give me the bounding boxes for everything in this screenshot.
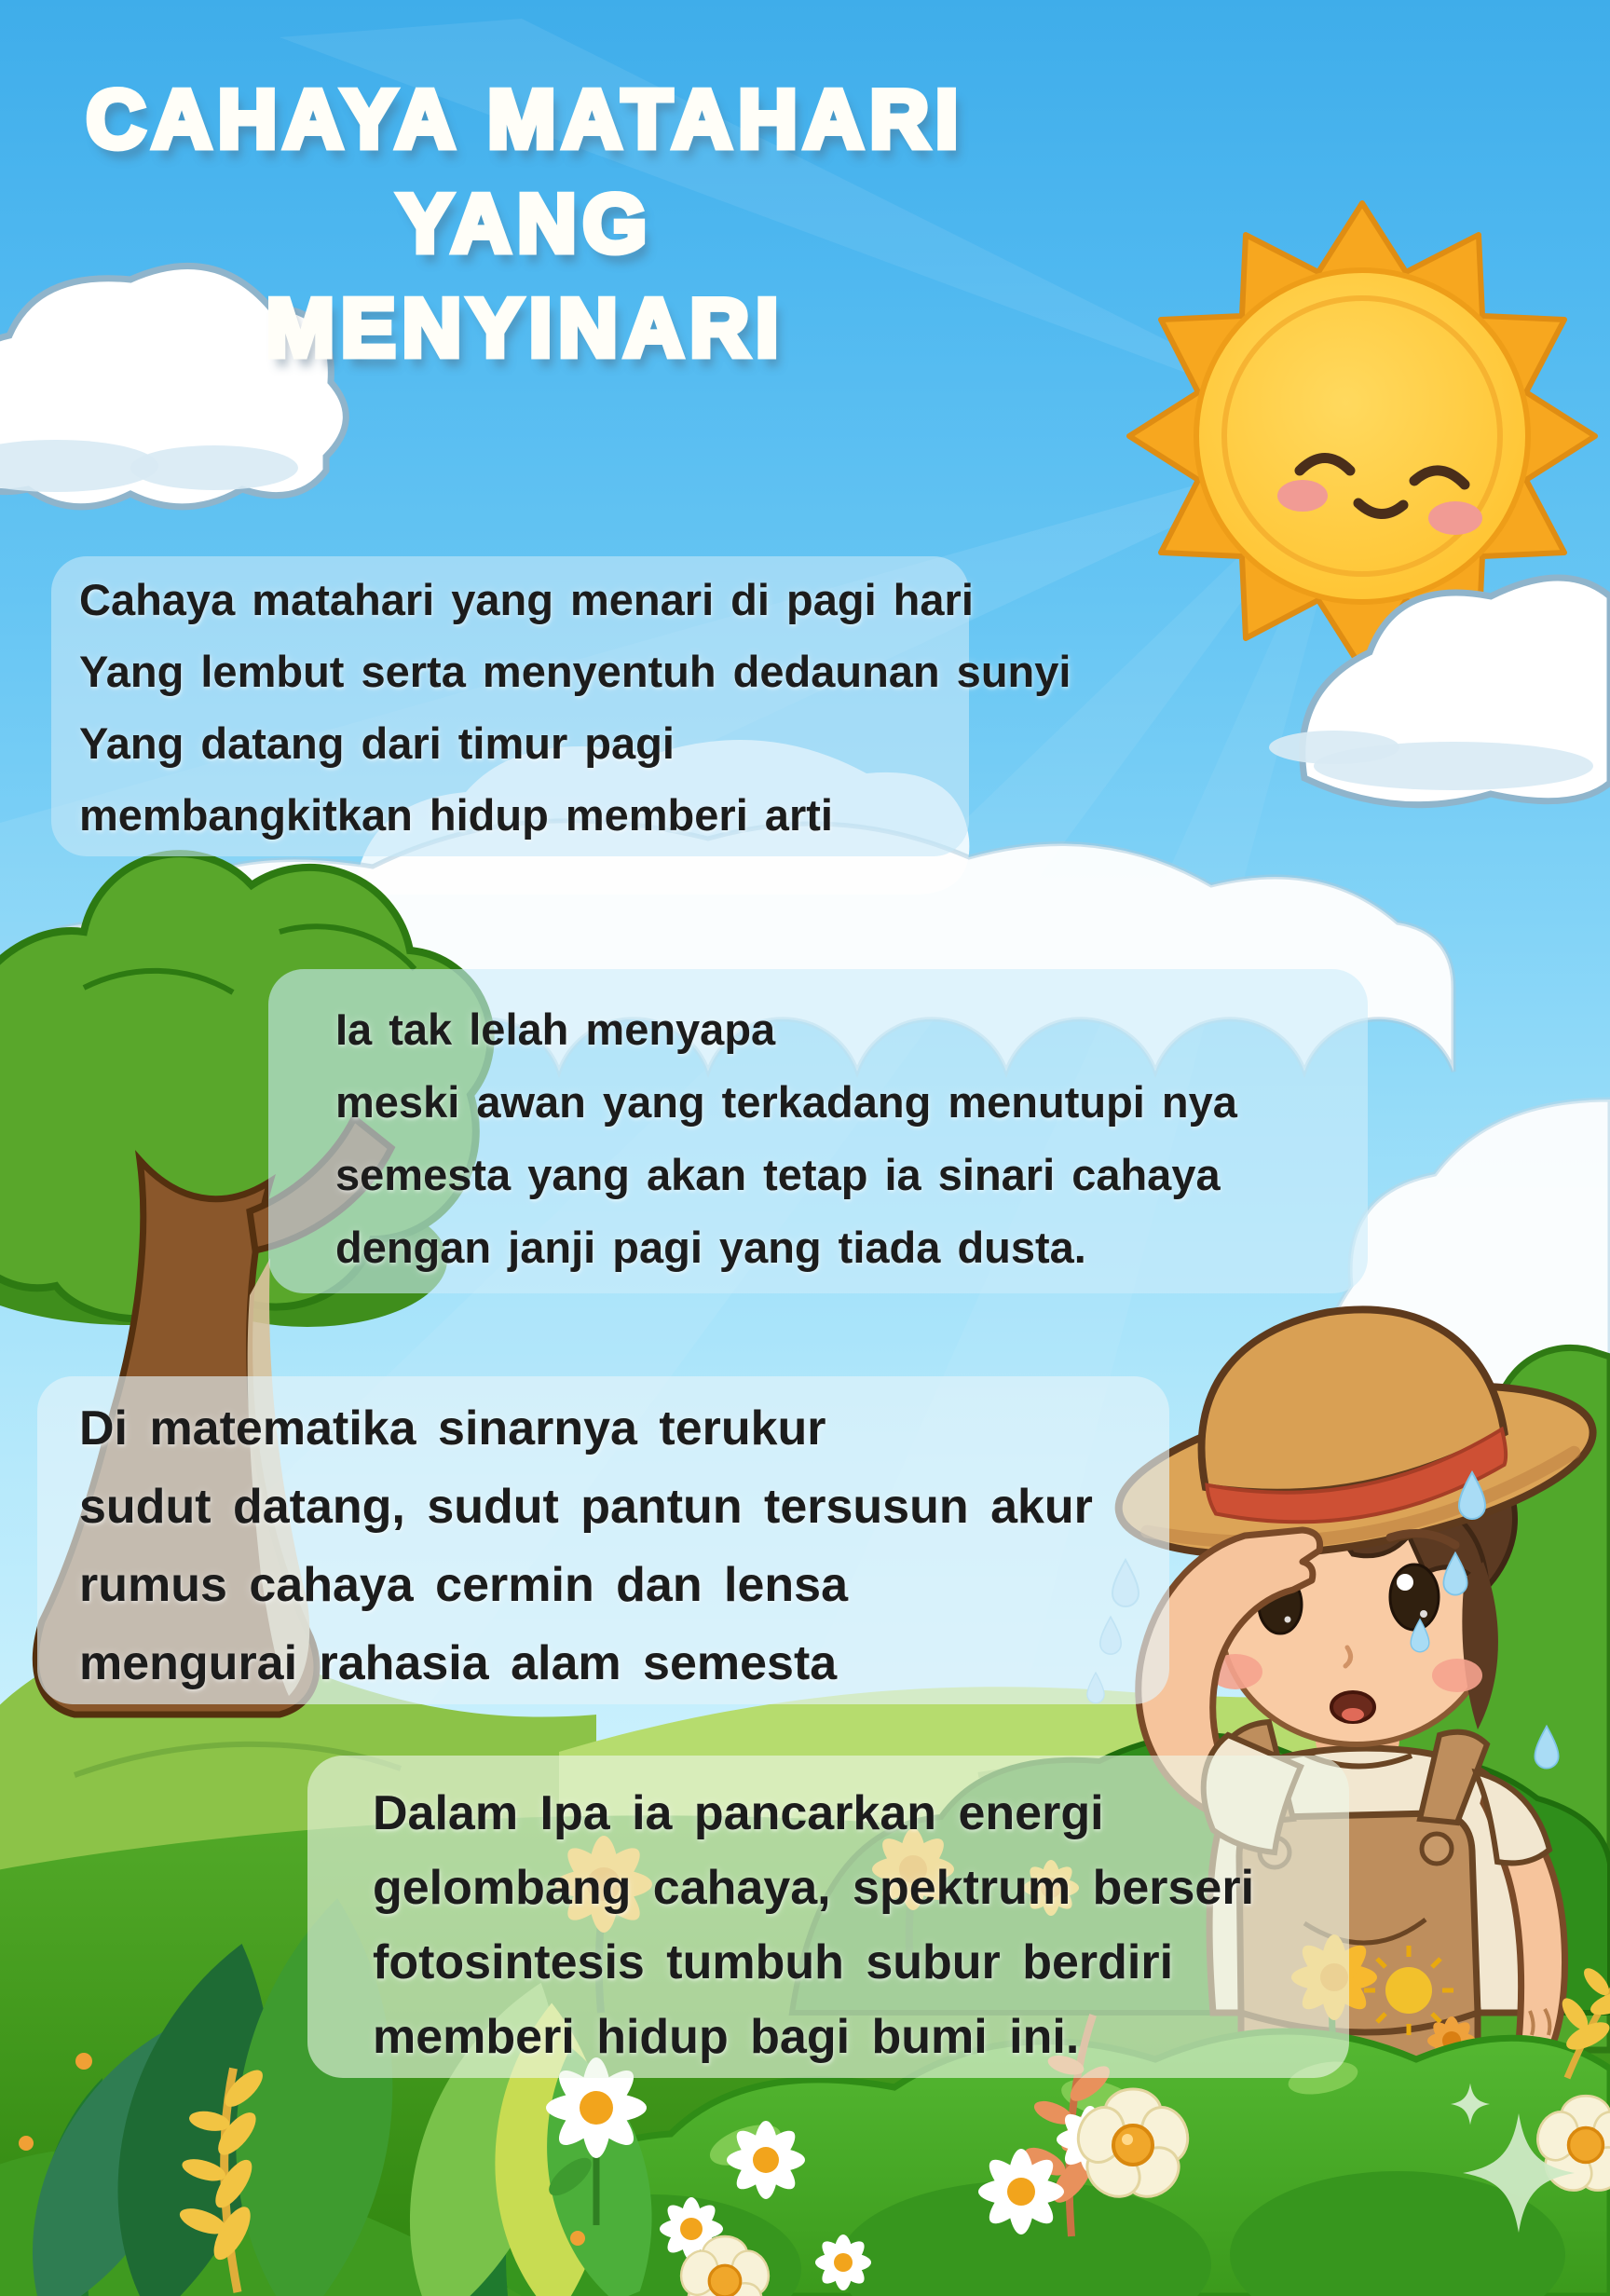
stanza-2-panel <box>268 969 1368 1293</box>
poem-line: semesta yang akan tetap ia sinari cahaya <box>335 1150 1221 1199</box>
poem-line: Dalam Ipa ia pancarkan energi <box>373 1786 1104 1840</box>
poster-title <box>0 67 1051 380</box>
title-line-1: CAHAYA MATAHARI YANG <box>86 73 965 269</box>
poem-line: sudut datang, sudut pantun tersusun akur <box>79 1480 1093 1534</box>
stanza-1-panel <box>51 556 1071 856</box>
cloud-under-sun <box>1269 578 1610 805</box>
poem-line: Cahaya matahari yang menari di pagi hari <box>79 575 974 624</box>
stanza-4-panel <box>307 1756 1349 2078</box>
poem-line: Yang lembut serta menyentuh dedaunan sunyi <box>79 647 1071 696</box>
poem-line: memberi hidup bagi bumi ini. <box>373 2010 1080 2064</box>
poem-line: fotosintesis tumbuh subur berdiri <box>373 1935 1174 1989</box>
poem-line: membangkitkan hidup memberi arti <box>79 790 833 840</box>
poem-line: dengan janji pagi yang tiada dusta. <box>335 1223 1086 1272</box>
poem-line: rumus cahaya cermin dan lensa <box>79 1558 849 1612</box>
title-line-2: MENYINARI <box>266 281 785 374</box>
poem-line: Di matematika sinarnya terukur <box>79 1401 826 1456</box>
poem-line: Yang datang dari timur pagi <box>79 718 675 768</box>
poem-line: meski awan yang terkadang menutupi nya <box>335 1077 1237 1127</box>
stanza-3-panel <box>37 1376 1169 1704</box>
poem-line: Ia tak lelah menyapa <box>335 1004 776 1054</box>
poem-line: mengurai rahasia alam semesta <box>79 1636 838 1690</box>
poem-line: gelombang cahaya, spektrum berseri <box>373 1861 1255 1915</box>
